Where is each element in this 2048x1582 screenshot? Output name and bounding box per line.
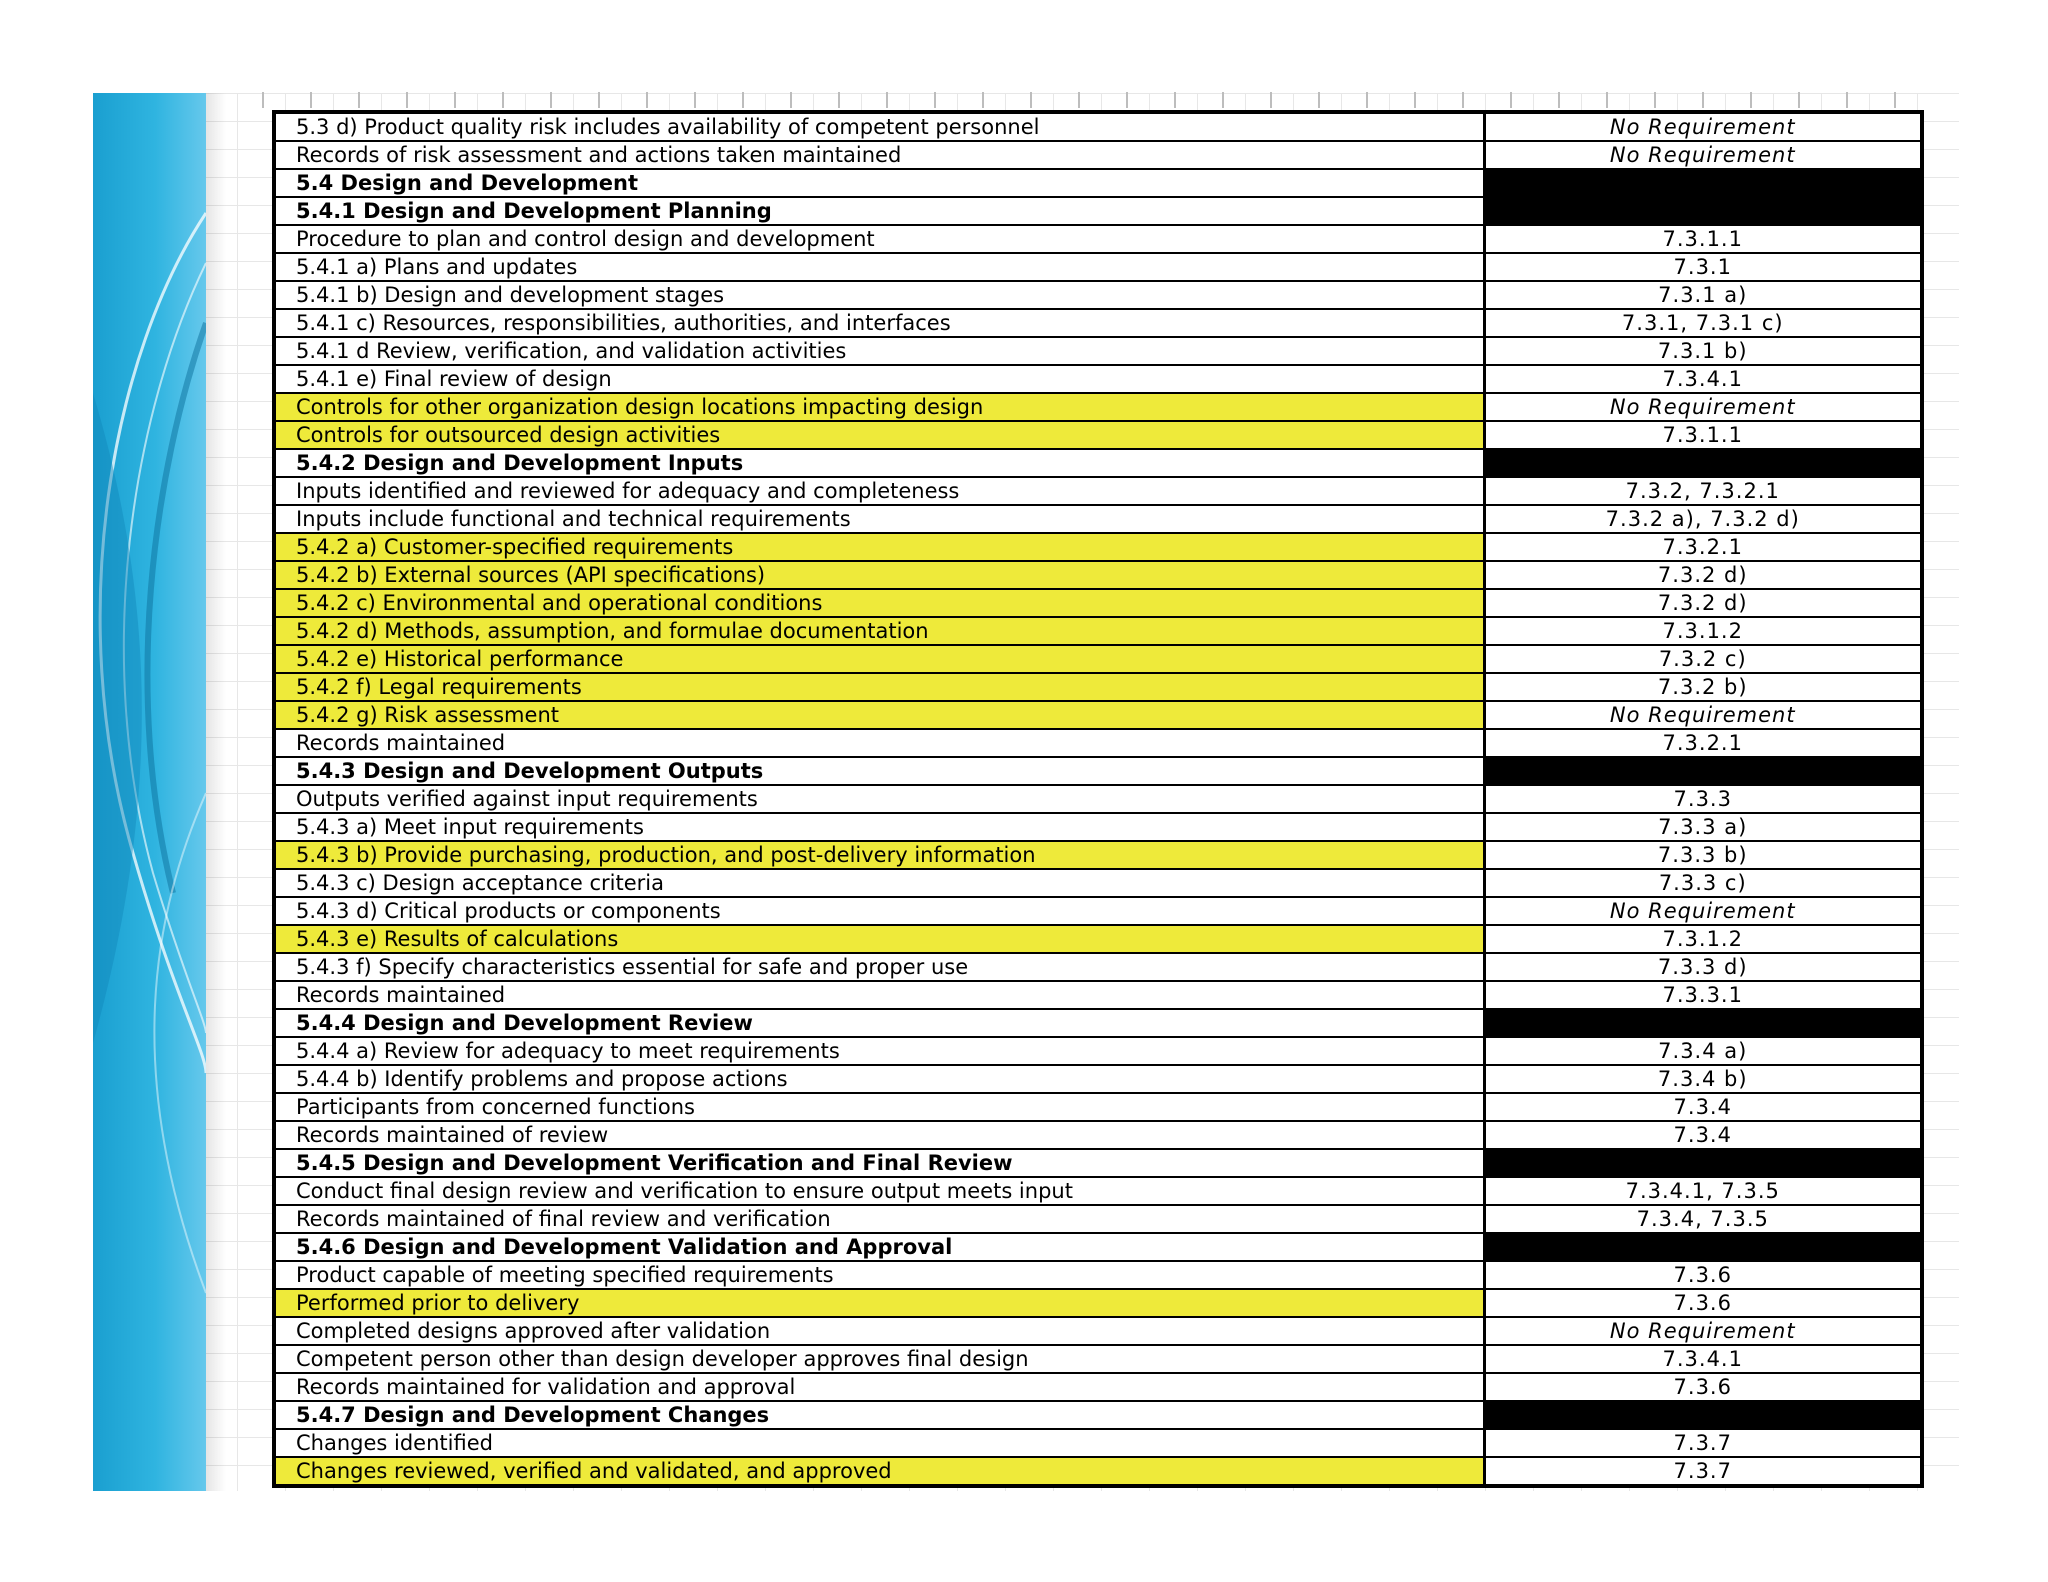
reference-cell: No Requirement bbox=[1484, 141, 1922, 169]
reference-cell: 7.3.2.1 bbox=[1484, 729, 1922, 757]
requirement-cell: Completed designs approved after validation bbox=[274, 1317, 1484, 1345]
reference-cell: No Requirement bbox=[1484, 1317, 1922, 1345]
requirement-cell: Records maintained for validation and approval bbox=[274, 1373, 1484, 1401]
reference-cell: 7.3.1.2 bbox=[1484, 925, 1922, 953]
table-row bbox=[274, 561, 1922, 589]
table-row bbox=[274, 1065, 1922, 1093]
reference-cell: 7.3.3 d) bbox=[1484, 953, 1922, 981]
section-header-row bbox=[274, 1149, 1922, 1177]
table-row bbox=[274, 813, 1922, 841]
requirement-cell: 5.4 Design and Development bbox=[274, 169, 1484, 197]
requirement-cell: Performed prior to delivery bbox=[274, 1289, 1484, 1317]
reference-cell: 7.3.2 a), 7.3.2 d) bbox=[1484, 505, 1922, 533]
requirement-cell: 5.4.1 e) Final review of design bbox=[274, 365, 1484, 393]
requirement-cell: 5.4.2 b) External sources (API specifications) bbox=[274, 561, 1484, 589]
reference-cell bbox=[1484, 757, 1922, 785]
table-row bbox=[274, 141, 1922, 169]
reference-cell bbox=[1484, 449, 1922, 477]
table-row bbox=[274, 785, 1922, 813]
reference-cell: 7.3.1.1 bbox=[1484, 421, 1922, 449]
requirement-cell: 5.4.1 Design and Development Planning bbox=[274, 197, 1484, 225]
requirement-cell: Product capable of meeting specified requirements bbox=[274, 1261, 1484, 1289]
table-row bbox=[274, 309, 1922, 337]
table-row bbox=[274, 869, 1922, 897]
requirement-cell: Records maintained of review bbox=[274, 1121, 1484, 1149]
requirement-cell: 5.4.2 a) Customer-specified requirements bbox=[274, 533, 1484, 561]
requirement-cell: 5.4.1 c) Resources, responsibilities, authorities, and interfaces bbox=[274, 309, 1484, 337]
requirement-cell: 5.4.7 Design and Development Changes bbox=[274, 1401, 1484, 1429]
table-row bbox=[274, 393, 1922, 421]
reference-cell: 7.3.2 c) bbox=[1484, 645, 1922, 673]
table-row bbox=[274, 477, 1922, 505]
section-header-row bbox=[274, 1401, 1922, 1429]
requirement-cell: 5.3 d) Product quality risk includes availability of competent personnel bbox=[274, 112, 1484, 141]
requirement-cell: Records of risk assessment and actions taken maintained bbox=[274, 141, 1484, 169]
reference-cell: 7.3.4, 7.3.5 bbox=[1484, 1205, 1922, 1233]
section-header-row bbox=[274, 197, 1922, 225]
requirement-cell: 5.4.6 Design and Development Validation and Approval bbox=[274, 1233, 1484, 1261]
reference-cell: 7.3.2 d) bbox=[1484, 561, 1922, 589]
reference-cell: 7.3.3 c) bbox=[1484, 869, 1922, 897]
reference-cell bbox=[1484, 197, 1922, 225]
section-header-row bbox=[274, 1233, 1922, 1261]
reference-cell: 7.3.3 a) bbox=[1484, 813, 1922, 841]
reference-cell bbox=[1484, 1401, 1922, 1429]
requirement-cell: 5.4.3 e) Results of calculations bbox=[274, 925, 1484, 953]
table-body bbox=[274, 112, 1922, 1486]
table-row bbox=[274, 701, 1922, 729]
decorative-side-band bbox=[93, 93, 206, 1491]
table-row bbox=[274, 925, 1922, 953]
requirement-cell: 5.4.4 b) Identify problems and propose actions bbox=[274, 1065, 1484, 1093]
table-row bbox=[274, 365, 1922, 393]
requirement-cell: 5.4.2 f) Legal requirements bbox=[274, 673, 1484, 701]
table-row bbox=[274, 281, 1922, 309]
reference-cell: 7.3.4.1 bbox=[1484, 365, 1922, 393]
section-header-row bbox=[274, 169, 1922, 197]
requirement-cell: Changes reviewed, verified and validated, and approved bbox=[274, 1457, 1484, 1486]
table-row bbox=[274, 253, 1922, 281]
reference-cell: 7.3.1 a) bbox=[1484, 281, 1922, 309]
reference-cell: 7.3.1.2 bbox=[1484, 617, 1922, 645]
reference-cell: 7.3.7 bbox=[1484, 1429, 1922, 1457]
reference-cell: 7.3.2 b) bbox=[1484, 673, 1922, 701]
reference-cell bbox=[1484, 1009, 1922, 1037]
requirement-cell: Controls for outsourced design activities bbox=[274, 421, 1484, 449]
requirement-cell: 5.4.3 c) Design acceptance criteria bbox=[274, 869, 1484, 897]
requirement-cell: 5.4.3 f) Specify characteristics essential for safe and proper use bbox=[274, 953, 1484, 981]
table-row bbox=[274, 981, 1922, 1009]
reference-cell: 7.3.4.1, 7.3.5 bbox=[1484, 1177, 1922, 1205]
table-row bbox=[274, 645, 1922, 673]
reference-cell: 7.3.4 bbox=[1484, 1121, 1922, 1149]
table-row bbox=[274, 589, 1922, 617]
section-header-row bbox=[274, 1009, 1922, 1037]
requirement-cell: 5.4.3 a) Meet input requirements bbox=[274, 813, 1484, 841]
reference-cell bbox=[1484, 169, 1922, 197]
table-row bbox=[274, 1457, 1922, 1486]
table-row bbox=[274, 112, 1922, 141]
table-row bbox=[274, 1289, 1922, 1317]
reference-cell: 7.3.1, 7.3.1 c) bbox=[1484, 309, 1922, 337]
requirement-cell: Records maintained of final review and verification bbox=[274, 1205, 1484, 1233]
requirement-cell: Records maintained bbox=[274, 981, 1484, 1009]
table-row bbox=[274, 1261, 1922, 1289]
section-header-row bbox=[274, 757, 1922, 785]
table-row bbox=[274, 1093, 1922, 1121]
table-row bbox=[274, 337, 1922, 365]
requirement-cell: Changes identified bbox=[274, 1429, 1484, 1457]
requirement-cell: 5.4.1 d Review, verification, and validation activities bbox=[274, 337, 1484, 365]
reference-cell: 7.3.6 bbox=[1484, 1373, 1922, 1401]
reference-cell: 7.3.2, 7.3.2.1 bbox=[1484, 477, 1922, 505]
requirement-cell: 5.4.4 a) Review for adequacy to meet requirements bbox=[274, 1037, 1484, 1065]
wave-decoration-icon bbox=[93, 93, 206, 1491]
table-row bbox=[274, 225, 1922, 253]
requirement-cell: 5.4.1 b) Design and development stages bbox=[274, 281, 1484, 309]
requirement-cell: Inputs include functional and technical requirements bbox=[274, 505, 1484, 533]
reference-cell: 7.3.2.1 bbox=[1484, 533, 1922, 561]
table-row bbox=[274, 897, 1922, 925]
requirement-cell: Records maintained bbox=[274, 729, 1484, 757]
requirement-cell: 5.4.4 Design and Development Review bbox=[274, 1009, 1484, 1037]
reference-cell: 7.3.1 b) bbox=[1484, 337, 1922, 365]
reference-cell: 7.3.4 a) bbox=[1484, 1037, 1922, 1065]
reference-cell: No Requirement bbox=[1484, 393, 1922, 421]
reference-cell: 7.3.1.1 bbox=[1484, 225, 1922, 253]
table-row bbox=[274, 1037, 1922, 1065]
table-row bbox=[274, 1373, 1922, 1401]
column-tick-strip bbox=[262, 92, 1930, 108]
requirement-cell: Controls for other organization design locations impacting design bbox=[274, 393, 1484, 421]
reference-cell bbox=[1484, 1233, 1922, 1261]
table-row bbox=[274, 953, 1922, 981]
reference-cell: 7.3.1 bbox=[1484, 253, 1922, 281]
requirement-cell: Competent person other than design developer approves final design bbox=[274, 1345, 1484, 1373]
reference-cell: 7.3.2 d) bbox=[1484, 589, 1922, 617]
table-row bbox=[274, 1345, 1922, 1373]
reference-cell: No Requirement bbox=[1484, 112, 1922, 141]
table-row bbox=[274, 505, 1922, 533]
reference-cell: No Requirement bbox=[1484, 897, 1922, 925]
table-row bbox=[274, 533, 1922, 561]
requirement-cell: 5.4.3 Design and Development Outputs bbox=[274, 757, 1484, 785]
reference-cell: 7.3.6 bbox=[1484, 1289, 1922, 1317]
requirement-cell: Participants from concerned functions bbox=[274, 1093, 1484, 1121]
requirement-cell: 5.4.3 d) Critical products or components bbox=[274, 897, 1484, 925]
table-row bbox=[274, 617, 1922, 645]
requirement-cell: 5.4.2 g) Risk assessment bbox=[274, 701, 1484, 729]
reference-cell: 7.3.3.1 bbox=[1484, 981, 1922, 1009]
requirement-cell: Outputs verified against input requirements bbox=[274, 785, 1484, 813]
reference-cell: 7.3.4 b) bbox=[1484, 1065, 1922, 1093]
requirement-cell: 5.4.1 a) Plans and updates bbox=[274, 253, 1484, 281]
reference-cell bbox=[1484, 1149, 1922, 1177]
requirement-cell: Procedure to plan and control design and development bbox=[274, 225, 1484, 253]
reference-cell: 7.3.7 bbox=[1484, 1457, 1922, 1486]
requirement-cell: 5.4.2 c) Environmental and operational conditions bbox=[274, 589, 1484, 617]
requirement-cell: Inputs identified and reviewed for adequacy and completeness bbox=[274, 477, 1484, 505]
requirement-cell: 5.4.3 b) Provide purchasing, production, and post-delivery information bbox=[274, 841, 1484, 869]
table-row bbox=[274, 1317, 1922, 1345]
requirement-cell: 5.4.2 e) Historical performance bbox=[274, 645, 1484, 673]
reference-cell: 7.3.4.1 bbox=[1484, 1345, 1922, 1373]
reference-cell: 7.3.3 b) bbox=[1484, 841, 1922, 869]
table-row bbox=[274, 1121, 1922, 1149]
table-row bbox=[274, 841, 1922, 869]
table-row bbox=[274, 421, 1922, 449]
requirements-cross-reference-table bbox=[272, 110, 1924, 1488]
table-row bbox=[274, 1429, 1922, 1457]
reference-cell: No Requirement bbox=[1484, 701, 1922, 729]
reference-cell: 7.3.6 bbox=[1484, 1261, 1922, 1289]
reference-cell: 7.3.3 bbox=[1484, 785, 1922, 813]
table-row bbox=[274, 673, 1922, 701]
table-row bbox=[274, 1177, 1922, 1205]
requirement-cell: Conduct final design review and verification to ensure output meets input bbox=[274, 1177, 1484, 1205]
band-shadow bbox=[206, 93, 226, 1491]
requirement-cell: 5.4.5 Design and Development Verification and Final Review bbox=[274, 1149, 1484, 1177]
table-row bbox=[274, 1205, 1922, 1233]
requirement-cell: 5.4.2 Design and Development Inputs bbox=[274, 449, 1484, 477]
table-row bbox=[274, 729, 1922, 757]
reference-cell: 7.3.4 bbox=[1484, 1093, 1922, 1121]
requirement-cell: 5.4.2 d) Methods, assumption, and formulae documentation bbox=[274, 617, 1484, 645]
section-header-row bbox=[274, 449, 1922, 477]
